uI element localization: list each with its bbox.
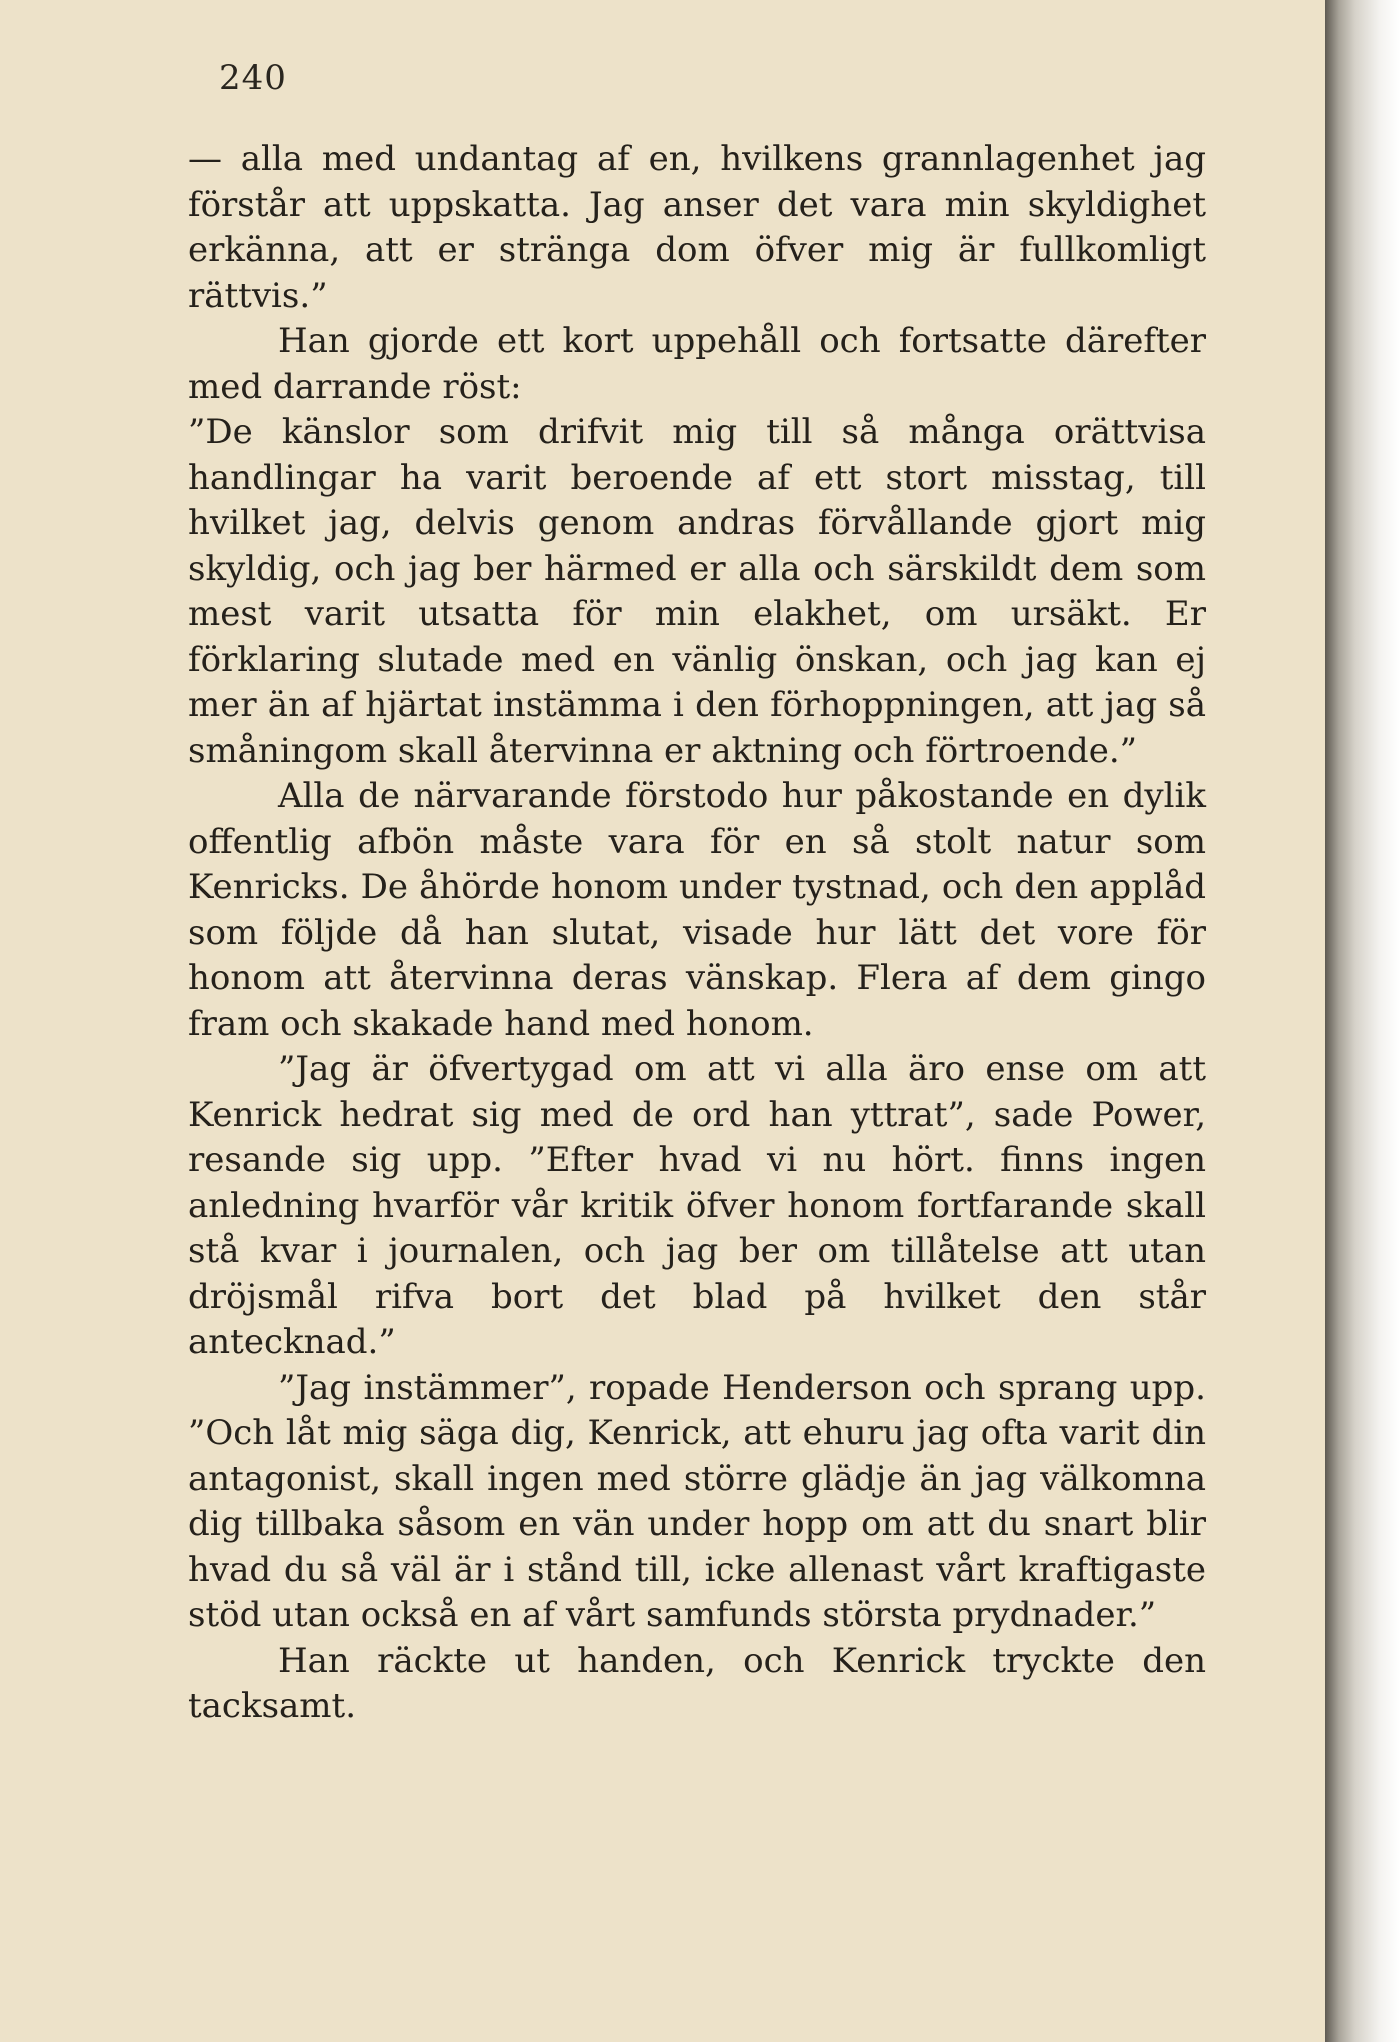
paragraph-5: ”Jag är öfvertygad om att vi alla äro ense om att Kenrick hedrat sig med de ord han yttrat”, sade Power, resande sig upp. ”Efter hvad vi nu hört. finns ingen anledning hvarför vår kritik öfver honom fortfarande skall stå kvar i journalen, och jag ber om tillåtelse att utan dröjsmål rifva bort det blad på hvilket den står antecknad.” — [188, 1049, 1206, 1362]
page-number: 240 — [219, 58, 287, 98]
body-text — [188, 137, 1206, 1730]
paragraph-1: — alla med undantag af en, hvilkens grannlagenhet jag förstår att uppskatta. Jag anser det vara min skyldighet erkänna, att er stränga dom öfver mig är fullkomligt rättvis.” — [188, 139, 1206, 316]
paragraph-7: Han räckte ut handen, och Kenrick tryckte den tacksamt. — [188, 1640, 1206, 1726]
paragraph-3: ”De känslor som drifvit mig till så många orättvisa handlingar ha varit beroende af ett stort misstag, till hvilket jag, delvis genom andras förvållande gjort mig skyldig, och jag ber härmed er alla och särskildt dem som mest varit utsatta för min elakhet, om ursäkt. Er förklaring slutade med en vänlig önskan, och jag kan ej mer än af hjärtat instämma i den förhoppningen, att jag så småningom skall återvinna er aktning och förtroende.” — [188, 412, 1206, 771]
paragraph-6: ”Jag instämmer”, ropade Henderson och sprang upp. ”Och låt mig säga dig, Kenrick, att ehuru jag ofta varit din antagonist, skall ingen med större glädje än jag välkomna dig tillbaka såsom en vän under hopp om att du snart blir hvad du så väl är i stånd till, icke allenast vårt kraftigaste stöd utan också en af vårt samfunds största prydnader.” — [188, 1367, 1206, 1635]
paragraph-4: Alla de närvarande förstodo hur påkostande en dylik offentlig afbön måste vara för en så stolt natur som Kenricks. De åhörde honom under tystnad, och den applåd som följde då han slutat, visade hur lätt det vore för honom att återvinna deras vänskap. Flera af dem gingo fram och skakade hand med honom. — [188, 776, 1206, 1044]
paragraph-2: Han gjorde ett kort uppehåll och fortsatte därefter med darrande röst: — [188, 321, 1206, 407]
scan-edge-shadow — [1325, 0, 1400, 2042]
